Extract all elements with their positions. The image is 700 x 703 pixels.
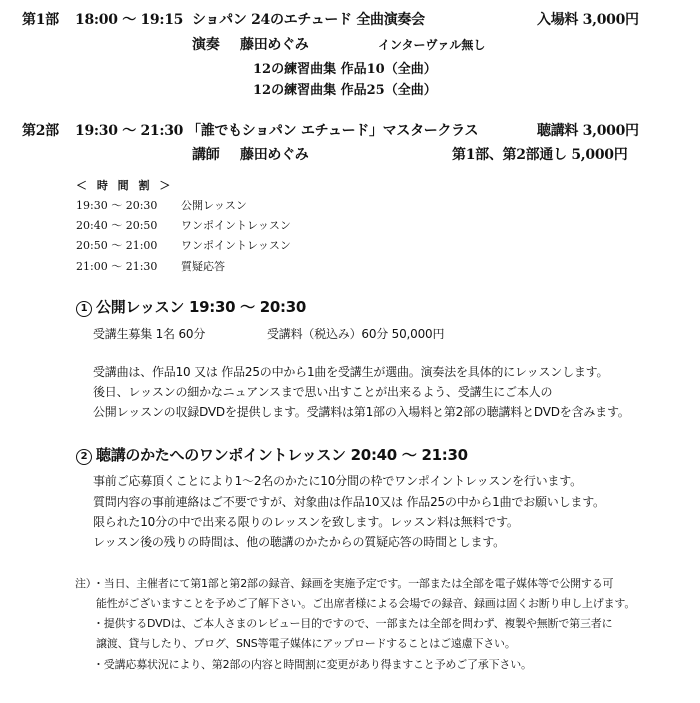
section1-body-line: 後日、レッスンの細かなニュアンスまで思い出すことが出来るよう、受講生にご本人の xyxy=(93,385,553,399)
note-line: 能性がございますことを予めご了解下さい。ご出席者様による会場での録音、録画は固くお断り申し上げます。 xyxy=(96,597,636,610)
part1-piece-2: 12の練習曲集 作品25（全曲） xyxy=(253,83,437,98)
part2-combo-fee: 第1部、第2部通し 5,000円 xyxy=(452,147,628,163)
part1-fee: 入場料 3,000円 xyxy=(537,12,639,28)
section1-body-line: 受講曲は、作品10 又は 作品25の中から1曲を受講生が選曲。演奏法を具体的にレッスンします。 xyxy=(93,365,609,379)
schedule-title: ＜ 時 間 割 ＞ xyxy=(76,179,174,192)
part2-title: 「誰でもショパン エチュード」マスタークラス xyxy=(187,123,479,139)
schedule-item: ワンポイントレッスン xyxy=(181,219,291,232)
part1-intermission: インターヴァル無し xyxy=(378,38,486,52)
section1-title: 公開レッスン 19:30 ～ 20:30 xyxy=(96,298,307,316)
schedule-time: 19:30 ～ 20:30 xyxy=(76,199,158,212)
section1-heading xyxy=(76,296,306,317)
circled-number-1: 1 xyxy=(76,301,92,317)
note-line: ・提供するDVDは、ご本人さまのレビュー目的ですので、一部または全部を問わず、複製や無断で第三者に xyxy=(93,617,613,630)
part2-fee: 聴講料 3,000円 xyxy=(537,123,639,139)
part1-time: 18:00 ～ 19:15 xyxy=(75,12,184,28)
section2-body-line: 質問内容の事前連絡はご不要ですが、対象曲は作品10又は 作品25の中から1曲でお願いします。 xyxy=(93,495,605,509)
section2-title: 聴講のかたへのワンポイントレッスン 20:40 ～ 21:30 xyxy=(96,446,468,464)
schedule-item: ワンポイントレッスン xyxy=(181,239,291,252)
part2-label: 第2部 xyxy=(22,123,59,139)
note-line: ・受講応募状況により、第2部の内容と時間割に変更があり得ますこと予めご了承下さい。 xyxy=(93,658,532,671)
schedule-item: 質疑応答 xyxy=(181,260,225,273)
notes-prefix: 注） xyxy=(75,577,97,590)
note-line: 譲渡、貸与したり、ブログ、SNS等電子媒体にアップロードすることはご遠慮下さい。 xyxy=(96,637,516,650)
part2-time: 19:30 ～ 21:30 xyxy=(75,123,184,139)
section1-recruit: 受講生募集 1名 60分 xyxy=(93,327,206,341)
schedule-time: 20:50 ～ 21:00 xyxy=(76,239,158,252)
part2-lecturer: 藤田めぐみ xyxy=(240,147,309,163)
section1-fee: 受講料（税込み）60分 50,000円 xyxy=(267,327,445,341)
schedule-time: 20:40 ～ 20:50 xyxy=(76,219,158,232)
section2-body-line: 限られた10分の中で出来る限りのレッスンを致します。レッスン料は無料です。 xyxy=(93,515,519,529)
part1-label: 第1部 xyxy=(22,12,59,28)
section2-body-line: レッスン後の残りの時間は、他の聴講のかたからの質疑応答の時間とします。 xyxy=(93,535,505,549)
section1-body-line: 公開レッスンの収録DVDを提供します。受講料は第1部の入場料と第2部の聴講料とDVDを含みます。 xyxy=(93,405,630,419)
schedule-time: 21:00 ～ 21:30 xyxy=(76,260,158,273)
part1-title: ショパン 24のエチュード 全曲演奏会 xyxy=(192,12,425,28)
section2-body-line: 事前ご応募頂くことにより1～2名のかたに10分間の枠でワンポイントレッスンを行います。 xyxy=(93,474,582,488)
part1-performer-label: 演奏 xyxy=(192,37,220,53)
part2-lecturer-label: 講師 xyxy=(192,147,220,163)
circled-number-2: 2 xyxy=(76,449,92,465)
schedule-item: 公開レッスン xyxy=(181,199,247,212)
section2-heading xyxy=(76,444,468,465)
part1-piece-1: 12の練習曲集 作品10（全曲） xyxy=(253,62,437,77)
note-line: ・当日、主催者にて第1部と第2部の録音、録画を実施予定です。一部または全部を電子媒体等で公開する可 xyxy=(93,577,614,590)
part1-performer: 藤田めぐみ xyxy=(240,37,309,53)
